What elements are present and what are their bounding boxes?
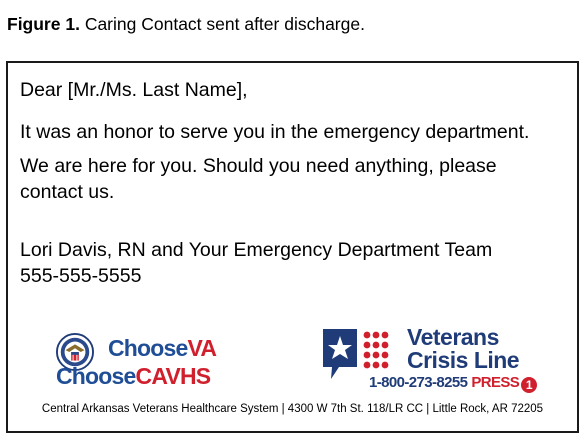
letter-honor-line: It was an honor to serve you in the emergency department. <box>20 121 530 143</box>
veterans-crisis-line-logo <box>321 323 531 393</box>
crisis-line-word-veterans: Veterans <box>407 324 499 350</box>
choose-cavhs-prefix: Choose <box>56 363 136 389</box>
choose-cavhs-text <box>56 363 210 389</box>
figure-caption-text: Caring Contact sent after discharge. <box>84 14 365 34</box>
choose-va-accent: VA <box>187 335 217 361</box>
caring-contact-card <box>6 61 579 433</box>
figure-caption <box>7 14 365 35</box>
letter-here-line-1: We are here for you. Should you need anything, please <box>20 155 497 177</box>
figure-label: Figure 1. <box>7 14 80 34</box>
letter-phone-number: 555-555-5555 <box>20 265 142 287</box>
crisis-line-press-number: 1 <box>521 377 537 393</box>
crisis-line-phone-number: 1-800-273-8255 <box>369 374 468 391</box>
letter-signature: Lori Davis, RN and Your Emergency Department Team <box>20 239 493 261</box>
crisis-line-press-label: PRESS <box>471 374 520 391</box>
crisis-line-word-crisis-line: Crisis Line <box>407 347 520 373</box>
choose-va-logo <box>56 331 256 393</box>
footer-address: Central Arkansas Veterans Healthcare System | 4300 W 7th St. 118/LR CC | Little Rock, AR 72205 <box>41 403 544 415</box>
crisis-line-phone <box>369 373 537 393</box>
letter-here-line-2: contact us. <box>20 181 115 203</box>
letter-salutation: Dear [Mr./Ms. Last Name], <box>20 79 248 101</box>
choose-va-prefix: Choose <box>108 335 188 361</box>
choose-cavhs-accent: CAVHS <box>135 363 211 389</box>
choose-va-text <box>108 335 216 361</box>
